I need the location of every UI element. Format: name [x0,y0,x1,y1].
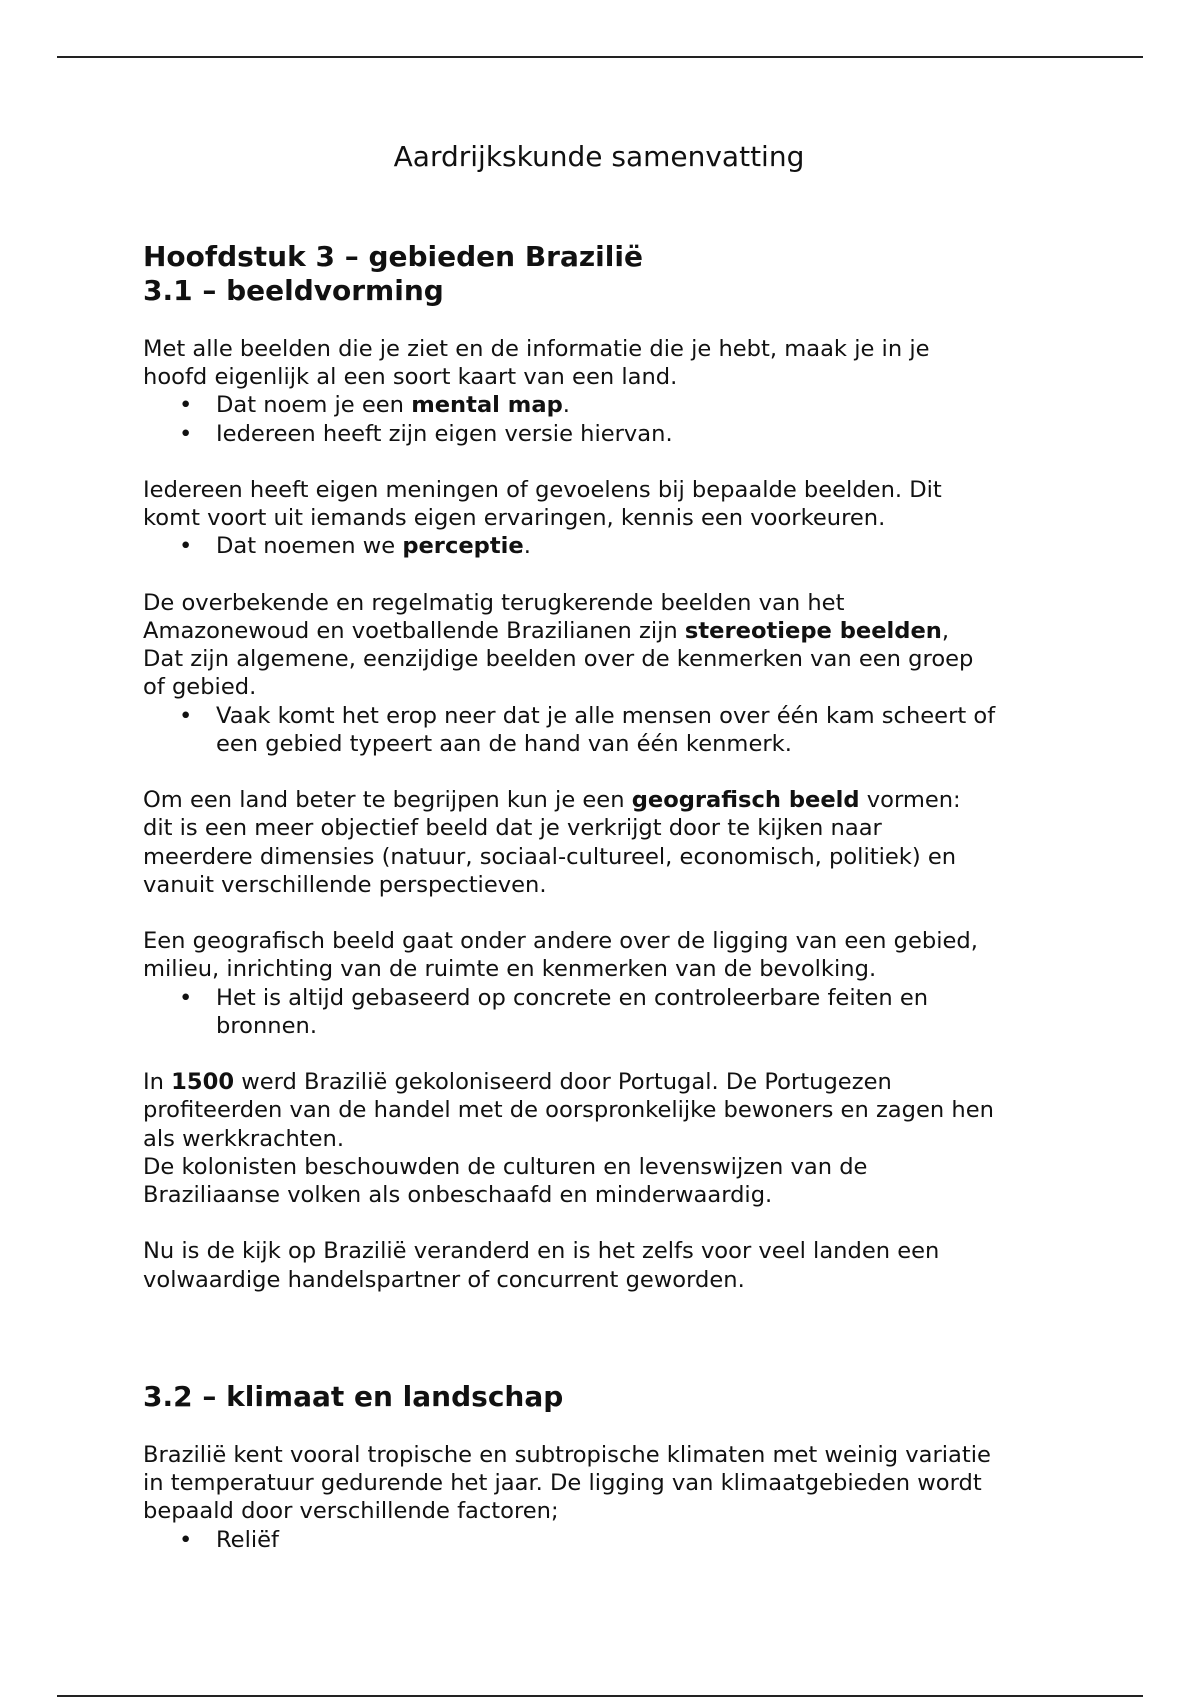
term-perceptie: perceptie [402,533,524,560]
term-stereotiepe-beelden: stereotiepe beelden [684,618,942,644]
text-line: een gebied typeert aan de hand van één kenmerk. [216,730,792,757]
page-bottom-rule [57,1695,1143,1697]
text-line: milieu, inrichting van de ruimte en kenmerken van de bevolking. [143,956,877,983]
bullet-icon: • [179,392,193,419]
list-item [143,984,1073,1040]
text-run: vormen: [859,787,961,814]
list-item [143,702,1073,758]
paragraph-mental-map [143,335,1073,391]
text-line: De overbekende en regelmatig terugkerende beelden van het [143,589,845,616]
text-run: , [941,618,950,644]
paragraph-handelspartner [143,1237,1073,1293]
bullet-list [143,532,1073,560]
text-line: Een geografisch beeld gaat onder andere over de ligging van een gebied, [143,928,978,955]
paragraph-stereotiepe-beelden [143,589,1073,702]
text-line: Vaak komt het erop neer dat je alle mensen over één kam scheert of [216,702,996,729]
term-geografisch-beeld: geografisch beeld [631,787,860,814]
paragraph-geografisch-beeld [143,786,1073,899]
paragraph-perceptie [143,476,1073,532]
text-line: Dat zijn algemene, eenzijdige beelden over de kenmerken van een groep [143,646,974,673]
list-item [143,532,1073,560]
text-run: Iedereen heeft zijn eigen versie hiervan. [216,420,673,447]
section-3-1-heading: 3.1 – beeldvorming [143,274,444,307]
text-run: werd Brazilië gekoloniseerd door Portugal. De Portugezen [234,1069,892,1096]
text-run: In [143,1069,172,1096]
document-title: Aardrijkskunde samenvatting [393,140,805,173]
text-line: bepaald door verschillende factoren; [143,1498,559,1525]
section-3-2-body [143,1441,1073,1554]
text-run: . [562,392,570,419]
list-item [143,391,1073,419]
text-run: Reliëf [216,1526,279,1553]
bullet-icon: • [179,420,193,447]
section-3-2-heading: 3.2 – klimaat en landschap [143,1380,564,1413]
section-3-1-body [143,335,1073,1294]
text-line: De kolonisten beschouwden de culturen en levenswijzen van de [143,1153,868,1180]
paragraph-klimaten [143,1441,1073,1526]
chapter-heading: Hoofdstuk 3 – gebieden Brazilië [143,240,643,273]
bullet-icon: • [179,984,193,1011]
term-1500: 1500 [171,1069,235,1096]
text-line: Nu is de kijk op Brazilië veranderd en is het zelfs voor veel landen een [143,1238,940,1265]
text-line: hoofd eigenlijk al een soort kaart van een land. [143,364,678,391]
text-line: vanuit verschillende perspectieven. [143,871,547,898]
paragraph-kolonisatie [143,1068,1073,1209]
bullet-list [143,391,1073,447]
list-item [143,1526,1073,1554]
text-line: volwaardige handelspartner of concurrent geworden. [143,1266,745,1293]
text-run: Dat noemen we [216,533,403,560]
text-run: . [523,533,531,560]
bullet-list [143,1526,1073,1554]
text-line: Met alle beelden die je ziet en de informatie die je hebt, maak je in je [143,336,930,362]
text-line: meerdere dimensies (natuur, sociaal-cultureel, economisch, politiek) en [143,843,957,870]
text-run: Amazonewoud en voetballende Brazilianen zijn [143,618,685,644]
text-run: Dat noem je een [216,392,412,419]
text-line: in temperatuur gedurende het jaar. De ligging van klimaatgebieden wordt [143,1470,982,1497]
text-line: of gebied. [143,674,257,701]
bullet-list [143,984,1073,1040]
text-line: Iedereen heeft eigen meningen of gevoelens bij bepaalde beelden. Dit [143,477,942,503]
text-line: dit is een meer objectief beeld dat je verkrijgt door te kijken naar [143,815,882,842]
text-line: bronnen. [216,1012,317,1039]
text-line: komt voort uit iemands eigen ervaringen, kennis een voorkeuren. [143,505,886,532]
text-line: Het is altijd gebaseerd op concrete en controleerbare feiten en [216,984,929,1011]
list-item [143,420,1073,448]
bullet-icon: • [179,533,193,560]
bullet-icon: • [179,1526,193,1553]
paragraph-ligging [143,927,1073,983]
text-line: Braziliaanse volken als onbeschaafd en minderwaardig. [143,1182,773,1209]
text-line: als werkkrachten. [143,1125,345,1152]
term-mental-map: mental map [411,392,563,419]
text-line: profiteerden van de handel met de oorspronkelijke bewoners en zagen hen [143,1097,994,1124]
bullet-list [143,702,1073,758]
text-run: Om een land beter te begrijpen kun je een [143,787,632,814]
text-line: Brazilië kent vooral tropische en subtropische klimaten met weinig variatie [143,1442,991,1468]
page-top-rule [57,56,1143,58]
bullet-icon: • [179,702,193,729]
